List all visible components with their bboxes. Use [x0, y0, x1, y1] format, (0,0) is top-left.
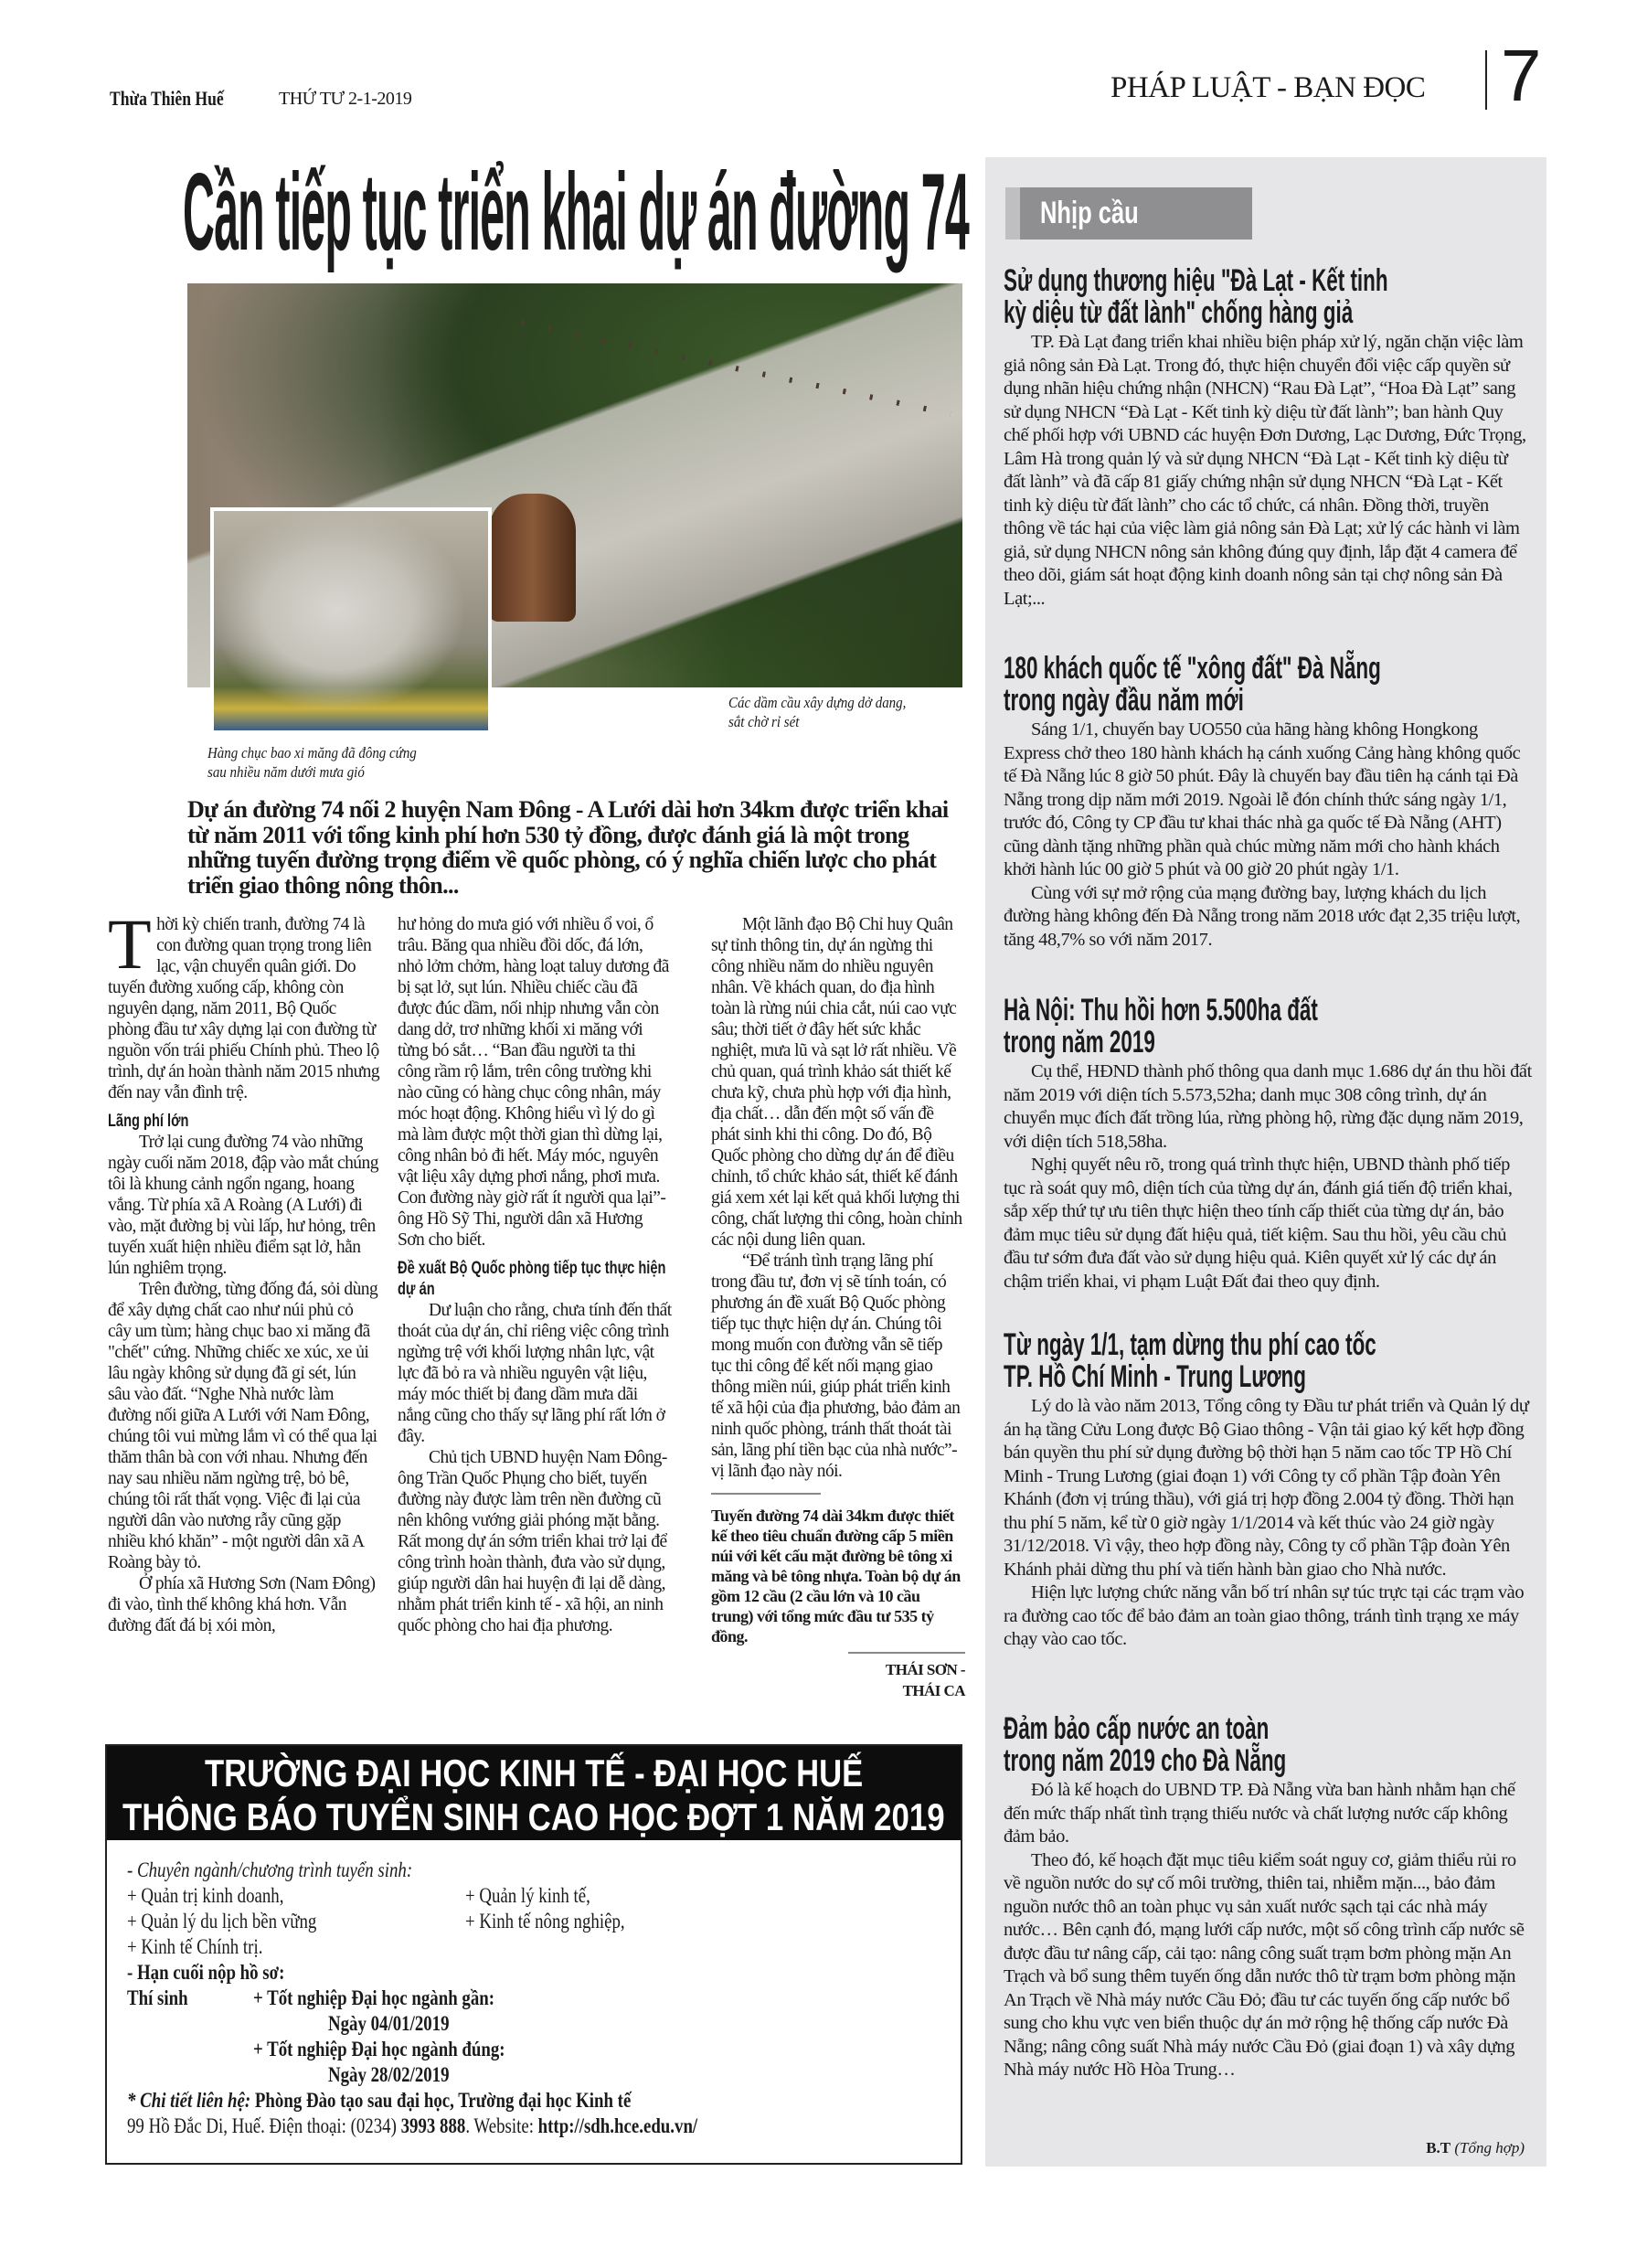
story-title-line: Hà Nội: Thu hồi hơn 5.500ha đất — [1004, 993, 1318, 1028]
photo-caption-left — [207, 743, 417, 782]
story-paragraph: Sáng 1/1, chuyến bay UO550 của hãng hàng không Hongkong Express chở theo 180 hành khách hạ cánh xuống Cảng hàng không quốc tế Đà Nẵng lúc 8 giờ 50 phút. Đây là chuyến bay đầu tiên hạ cánh tại Đà Nẵng trong dịp năm mới 2019. Ngoài lễ đón chính thức sáng ngày 1/1, trước đó, Công ty CP đầu tư khai thác nhà ga quốc tế Đà Nẵng (AHT) cũng dành tặng những phần quà chúc mừng năm mới cho hành khách khởi hành lúc 00 giờ 5 phút và 00 giờ 20 phút ngày 1/1. — [1004, 719, 1521, 879]
rebar-shape — [521, 320, 951, 417]
newspaper-name: Thừa Thiên Huế — [110, 87, 224, 110]
article-title — [183, 151, 969, 273]
subheading: Đề xuất Bộ Quốc phòng tiếp tục thực hiện dự án — [398, 1259, 666, 1299]
story-paragraph: Hiện lực lượng chức năng vẫn bố trí nhân sự túc trực tại các trạm vào ra đường cao tốc để bảo đảm an toàn giao thông, tránh tình trạng xe máy chạy vào cao tốc. — [1004, 1582, 1525, 1649]
contact-label: * Chi tiết liên hệ: — [127, 2089, 251, 2112]
byline-name: B.T — [1426, 2139, 1451, 2156]
paragraph: Ở phía xã Hương Sơn (Nam Đông) đi vào, tình thế không khá hơn. Vẫn đường đất đá bị xói mòn, — [108, 1574, 376, 1635]
byline-note: (Tổng hợp) — [1454, 2139, 1525, 2156]
section-divider — [1485, 50, 1487, 110]
caption-line: sau nhiều năm dưới mưa gió — [207, 763, 365, 781]
story-paragraph: TP. Đà Lạt đang triển khai nhiều biện pháp xử lý, ngăn chặn việc làm giả nông sản Đà Lạt. Trong đó, thực hiện chuyển đổi việc cấp quyền sử dụng nhãn hiệu chứng nhận (NHCN) “Rau Đà Lạt”, “Hoa Đà Lạt” sang sử dụng NHCN “Đà Lạt - Kết tinh kỳ diệu từ đất lành”; ban hành Quy chế phối hợp với UBND các huyện Đơn Dương, Lạc Dương, Đức Trọng, Lâm Hà trong quản lý và sử dụng NHCN “Đà Lạt - Kết tinh kỳ diệu từ đất lành” và đã cấp 81 giấy chứng nhận sử dụng NHCN “Đà Lạt - Kết tinh kỳ diệu từ đất lành” cho các tổ chức, cá nhân. Đồng thời, truyền thông về tác hại của việc làm giả nông sản Đà Lạt; xử lý các hành vi làm giả, sử dụng NHCN nông sản không đúng quy định, lắp đặt 4 camera để theo dõi, giám sát hoạt động kinh doanh nông sản tại chợ nông sản Đà Lạt;... — [1004, 332, 1526, 609]
admission-ad — [105, 1744, 962, 2165]
story-paragraph: Đó là kế hoạch do UBND TP. Đà Nẵng vừa ban hành nhằm hạn chế đến mức thấp nhất tình trạng thiếu nước và chất lượng nước cấp không đảm bảo. — [1004, 1780, 1515, 1847]
story-title-line: kỳ diệu từ đất lành" chống hàng giả — [1004, 295, 1354, 330]
story-title-line: trong năm 2019 — [1004, 1025, 1155, 1059]
subheading: Lãng phí lớn — [108, 1112, 189, 1131]
story-paragraph: Cụ thể, HĐND thành phố thông qua danh mục 1.686 dự án thu hồi đất năm 2019 với diện tích 5.573,52ha; danh mục 308 công trình, dự án chuyển mục đích đất trồng lúa, rừng phòng hộ, rừng đặc dụng năm 2019, với diện tích 518,58ha. — [1004, 1061, 1532, 1152]
candidate-label: Thí sinh — [127, 1986, 188, 2009]
ad-header — [107, 1746, 961, 1840]
contact-office: Phòng Đào tạo sau đại học, Trường đại học Kinh tế — [254, 2089, 632, 2112]
issue-date: THỨ TƯ 2-1-2019 — [279, 89, 412, 109]
paragraph: “Để tránh tình trạng lãng phí trong đầu tư, đơn vị sẽ tính toán, có phương án đề xuất Bộ Quốc phòng tiếp tục thực hiện dự án. Chúng tôi mong muốn con đường vẫn sẽ tiếp tục thi công để kết nối mạng giao thông miền núi, giúp phát triển kinh tế xã hội của địa phương, bảo đảm an ninh quốc phòng, tránh thất thoát tài sản, lãng phí tiền bạc của nhà nước”- vị lãnh đạo này nói. — [711, 1251, 961, 1481]
paragraph: Một lãnh đạo Bộ Chỉ huy Quân sự tỉnh thông tin, dự án ngừng thi công nhiều năm do nhiều nguyên nhân. Về khách quan, do địa hình toàn là rừng núi chia cắt, núi cao vực sâu; thời tiết ở đây hết sức khắc nghiệt, mưa lũ và sạt lở rất nhiều. Về chủ quan, quá trình khảo sát thiết kế chưa kỹ, chưa phù hợp với địa hình, địa chất… dẫn đến một số vấn đề phát sinh khi thi công. Do đó, Bộ Quốc phòng cho dừng dự án để điều chỉnh, tổ chức khảo sát, thiết kế đánh giá xem xét lại kết quả khối lượng thi công, chất lượng thi công, hoàn chỉnh các nội dung liên quan. — [711, 915, 962, 1250]
story-paragraph: Theo đó, kế hoạch đặt mục tiêu kiểm soát nguy cơ, giảm thiểu rủi ro về nguồn nước do sự cố môi trường, thiên tai, nhiễm mặn..., bảo đảm nguồn nước thô an toàn phục vụ sản xuất nước sạch tại các nhà máy nước… Bên cạnh đó, mạng lưới cấp nước, một số công trình cấp nước sẽ được đầu tư nâng cấp, cải tạo: nâng công suất trạm bơm phòng mặn An Trạch và bổ sung thêm tuyến ống dẫn nước thô từ trạm bơm phòng mặn An Trạch về Nhà máy nước Cầu Đỏ; đầu tư các tuyến ống cấp nước bổ sung cho khu vực ven biển thuộc dự án mở rộng hệ thống cấp nước Đà Nẵng; nâng công suất Nhà máy nước Cầu Đỏ (giai đoạn 1) và xây dựng Nhà máy nước Hồ Hòa Trung… — [1004, 1849, 1525, 2080]
section-tag — [1005, 187, 1252, 240]
paragraph: hư hỏng do mưa gió với nhiều ổ voi, ổ trâu. Băng qua nhiều đồi dốc, đá lớn, nhỏ lởm chởm, hàng loạt taluy dương đã bị sạt lở, sụt lún. Nhiều chiếc cầu đã được đúc dầm, nối nhịp nhưng vẫn còn dang dở, trơ những khối xi măng với từng bó sắt… “Ban đầu người ta thi công rầm rộ lắm, trên công trường khi nào cũng có hàng chục công nhân, máy móc hoạt động. Không hiểu vì lý do gì mà làm được một thời gian thì dừng lại, công nhân bỏ đi hết. Máy móc, nguyên vật liệu xây dựng phơi nắng, phơi mưa. Con đường này giờ rất ít người qua lại”- ông Hồ Sỹ Thi, người dân xã Hương Sơn cho biết. — [398, 915, 669, 1250]
ad-title-line-2: THÔNG BÁO TUYỂN SINH CAO HỌC ĐỢT 1 NĂM 2019 — [122, 1795, 945, 1838]
article-column-3 — [711, 914, 965, 1701]
page-number: 7 — [1501, 35, 1542, 116]
deadline-label: - Hạn cuối nộp hồ sơ: — [127, 1961, 285, 1984]
sidebar-story — [1004, 265, 1532, 611]
factbox: Tuyến đường 74 dài 34km được thiết kế theo tiêu chuẩn đường cấp 5 miền núi với kết cấu mặt đường bê tông xi măng và bê tông nhựa. Toàn bộ dự án gồm 12 cầu (2 cầu lớn và 10 cầu trung) với tổng mức đầu tư 535 tỷ đồng. — [711, 1507, 961, 1645]
address-line — [127, 2114, 697, 2139]
program-item: + Quản trị kinh doanh, — [127, 1884, 284, 1907]
address: 99 Hồ Đắc Di, Huế. Điện thoại: (0234) — [127, 2114, 401, 2137]
factbox-rule — [711, 1493, 821, 1495]
program-item: + Kinh tế Chính trị. — [127, 1935, 263, 1958]
paragraph: Trở lại cung đường 74 vào những ngày cuối năm 2018, đập vào mắt chúng tôi là khung cảnh ngổn ngang, hoang vắng. Từ phía xã A Roàng (A Lưới) đi vào, mặt đường bị vùi lấp, hư hỏng, trên tuyến xuất hiện nhiều điểm sạt lở, hằn lún nghiêm trọng. — [108, 1133, 378, 1278]
program-item: + Quản lý du lịch bền vững — [127, 1910, 317, 1933]
phone: 3993 888 — [400, 2114, 466, 2137]
sidebar-story — [1004, 1329, 1532, 1652]
sidebar-nhip-cau — [985, 157, 1546, 2167]
article-lead: Dự án đường 74 nối 2 huyện Nam Đông - A Lưới dài hơn 34km được triển khai từ năm 2011 với tổng kinh phí hơn 530 tỷ đồng, được đánh giá là một trong những tuyến đường trọng điểm về quốc phòng, có ý nghĩa chiến lược cho phát triển giao thông nông thôn... — [187, 796, 949, 899]
section-tag-label: Nhịp cầu — [1040, 196, 1139, 230]
sidebar-byline — [1426, 2139, 1525, 2157]
article-title-text: Cần tiếp tục triển khai dự án đường 74 — [183, 151, 969, 273]
caption-line: Các dầm cầu xây dựng dở dang, — [728, 694, 907, 711]
photo-caption-right — [728, 693, 906, 731]
paragraph: Trên đường, từng đống đá, sỏi dùng để xây dựng chất cao như núi phủ cỏ cây um tùm; hàng chục bao xi măng đã "chết" cứng. Những chiếc xe xúc, xe ủi lâu ngày không sử dụng đã gỉ sét, lún sâu vào đất. “Nghe Nhà nước làm đường nối giữa A Lưới với Nam Đông, chúng tôi vui mừng lắm vì có thể qua lại thăm thân bà con với nhau. Nhưng đến nay sau nhiều năm ngừng trệ, bỏ bê, chúng tôi rất thất vọng. Việc đi lại của người dân vào nương rẫy cũng gặp nhiều khó khăn” - một người dân xã A Roàng bày tỏ. — [108, 1280, 378, 1572]
inset-photo-cement-bags — [210, 507, 492, 734]
website-label: . Website: — [465, 2114, 538, 2137]
paragraph: Chủ tịch UBND huyện Nam Đông- ông Trần Quốc Phụng cho biết, tuyến đường này được làm trên nền đường cũ nên không vướng giải phóng mặt bằng. Rất mong dự án sớm triển khai trở lại để công trình hoàn thành, đưa vào sử dụng, giúp người dân hai huyện đi lại dễ dàng, nhằm phát triển kinh tế - xã hội, an ninh quốc phòng cho hai địa phương. — [398, 1448, 667, 1635]
section-name: PHÁP LUẬT - BẠN ĐỌC — [1110, 71, 1426, 104]
sidebar-story — [1004, 1713, 1532, 2082]
section-tag-bg — [1020, 187, 1252, 240]
story-paragraph: Cùng với sự mở rộng của mạng đường bay, lượng khách du lịch đường hàng không đến Đà Nẵng trong năm 2018 ước đạt 2,35 triệu lượt, tăng 48,7% so với năm 2017. — [1004, 882, 1521, 950]
story-paragraph: Nghị quyết nêu rõ, trong quá trình thực hiện, UBND thành phố tiếp tục rà soát quy mô, diện tích của từng dự án, đánh giá tiến độ triển khai, sắp xếp thứ tự ưu tiên thực hiện theo tính cấp thiết của từng dự án, bảo đảm mục tiêu sử dụng đất hiệu quả, tiết kiệm. Sau thu hồi, yêu cầu chủ đầu tư sớm đưa đất vào sử dụng hiệu quả. Kiên quyết xử lý các dự án chậm triển khai, vi phạm Luật Đất đai theo quy định. — [1004, 1155, 1513, 1292]
drop-cap: T — [108, 904, 152, 984]
article-byline: THÁI SƠN - THÁI CA — [848, 1652, 965, 1701]
near-major-date: Ngày 04/01/2019 — [328, 2012, 450, 2035]
programs-label: - Chuyên ngành/chương trình tuyển sinh: — [127, 1858, 413, 1881]
drum-shape — [489, 494, 576, 622]
sidebar-story — [1004, 653, 1532, 952]
story-title-line: trong năm 2019 cho Đà Nẵng — [1004, 1743, 1287, 1778]
story-title-line: Đảm bảo cấp nước an toàn — [1004, 1711, 1270, 1746]
article-column-1 — [108, 904, 380, 1636]
exact-major-date: Ngày 28/02/2019 — [328, 2063, 450, 2086]
paragraph-text: hời kỳ chiến tranh, đường 74 là con đường quan trọng trong liên lạc, vận chuyển quân giới. Do tuyến đường xuống cấp, không còn nguyên dạng, năm 2011, Bộ Quốc phòng đầu tư xây dựng lại con đường từ nguồn vốn trái phiếu Chính phủ. Theo lộ trình, dự án hoàn thành năm 2015 nhưng đến nay vẫn đình trệ. — [108, 915, 380, 1102]
paragraph — [108, 904, 380, 1103]
caption-line: sắt chờ rỉ sét — [728, 713, 800, 730]
story-title-line: trong ngày đầu năm mới — [1004, 683, 1244, 718]
sidebar-story — [1004, 995, 1532, 1294]
ad-title-line-1: TRƯỜNG ĐẠI HỌC KINH TẾ - ĐẠI HỌC HUẾ — [205, 1752, 864, 1794]
paragraph: Dư luận cho rằng, chưa tính đến thất thoát của dự án, chỉ riêng việc công trình ngừng trệ với khối lượng nhân lực, vật lực đã bỏ ra và nhiều nguyên vật liệu, máy móc thiết bị đang dầm mưa dãi nắng cũng cho thấy sự lãng phí rất lớn ở đây. — [398, 1301, 672, 1446]
article-column-2 — [398, 914, 672, 1636]
program-item: + Kinh tế nông nghiệp, — [465, 1910, 625, 1933]
caption-line: Hàng chục bao xi măng đã đông cứng — [207, 744, 417, 761]
exact-major-label: + Tốt nghiệp Đại học ngành đúng: — [253, 2038, 505, 2060]
program-item: + Quản lý kinh tế, — [465, 1884, 590, 1907]
story-title-line: Sử dụng thương hiệu "Đà Lạt - Kết tinh — [1004, 263, 1388, 298]
story-title-line: 180 khách quốc tế "xông đất" Đà Nẵng — [1004, 651, 1381, 686]
story-title-line: Từ ngày 1/1, tạm dừng thu phí cao tốc — [1004, 1327, 1376, 1362]
contact-line — [127, 2088, 631, 2114]
near-major-label: + Tốt nghiệp Đại học ngành gần: — [253, 1986, 495, 2009]
story-title-line: TP. Hồ Chí Minh - Trung Lương — [1004, 1359, 1306, 1394]
website-link[interactable]: http://sdh.hce.edu.vn/ — [537, 2114, 698, 2137]
story-paragraph: Lý do là vào năm 2013, Tổng công ty Đầu tư phát triển và Quản lý dự án hạ tầng Cửu Long được Bộ Giao thông - Vận tải giao ký kết hợp đồng bán quyền thu phí sử dụng đường bộ thời hạn 5 năm cao tốc TP Hồ Chí Minh - Trung Lương (giai đoạn 1) với Công ty cổ phần Tập đoàn Yên Khánh (đơn vị trúng thầu), với giá trị hợp đồng 2.004 tỷ đồng. Thời hạn thu phí 5 năm, kể từ 0 giờ ngày 1/1/2014 và kết thúc vào 24 giờ ngày 31/12/2018. Vì vậy, theo hợp đồng này, Công ty cổ phần Tập đoàn Yên Khánh phải dừng thu phí và tiến hành bàn giao cho Nhà nước. — [1004, 1396, 1529, 1580]
